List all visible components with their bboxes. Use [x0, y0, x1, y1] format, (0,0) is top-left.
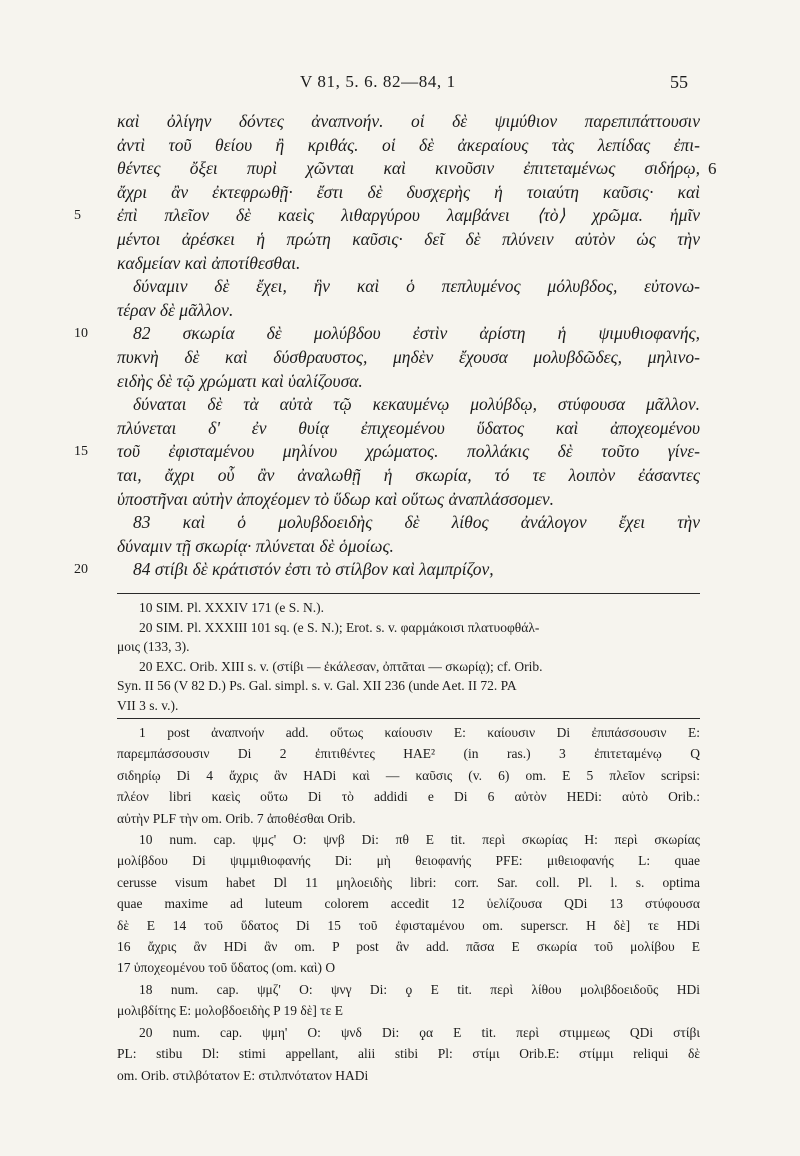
text-line-content: 83 καὶ ὁ μολυβδοειδὴς δὲ λίθος ἀνάλογον ἔχει τὴν — [133, 512, 700, 533]
text-line-content: ἀντὶ τοῦ θείου ἢ κριθάς. οἱ δὲ ἀκεραίους τὰς λεπίδας ἐπι- — [117, 134, 700, 155]
divider-rule — [117, 593, 700, 594]
apparatus-line: μολιβδίτης E: μολοβδοειδὴς P 19 δὲ] τε E — [117, 1003, 344, 1019]
testimonia-line: 20 EXC. Orib. XIII s. v. (στίβι — ἐκάλεσαν, ὀπτᾶται — σκωρίᾳ); cf. Orib. — [139, 658, 543, 674]
text-line-content: ειδὴς δὲ τῷ χρώματι καὶ ὑαλίζουσα. — [117, 370, 363, 391]
apparatus-line: σιδηρίῳ Di 4 ἄχρις ἂν HADi καὶ — καῦσις (v. 6) om. E 5 πλεῖον scripsi: — [117, 767, 700, 783]
text-line-content: 84 στίβι δὲ κράτιστόν ἐστι τὸ στίλβον καὶ λαμπρίζον, — [133, 559, 494, 580]
text-line — [0, 440, 800, 464]
text-line-content: δύναται δὲ τὰ αὐτὰ τῷ κεκαυμένῳ μολύβδῳ, στύφουσα μᾶλλον. — [133, 394, 700, 415]
text-line — [0, 393, 800, 417]
text-line — [0, 417, 800, 441]
text-line-content: θέντες ὄξει πυρὶ χῶνται καὶ κινοῦσιν ἐπιτεταμένως σιδήρῳ, — [117, 158, 700, 179]
text-line — [0, 535, 800, 559]
apparatus-line: 18 num. cap. ψμζ' O: ψνγ Di: ϙ E tit. περὶ λίθου μολιβδοειδοῦς HDi — [139, 981, 700, 997]
text-line-content: καδμείαν καὶ ἀποτίθεσθαι. — [117, 252, 301, 273]
page-header — [0, 68, 800, 98]
text-line — [0, 346, 800, 370]
running-head: V 81, 5. 6. 82—84, 1 — [300, 72, 456, 91]
text-line-content: πλύνεται δ' ἐν θυίᾳ ἐπιχεομένου ὕδατος καὶ ἀποχεομένου — [117, 417, 700, 438]
apparatus-line: 16 ἄχρις ἂν HDi ἂν om. P post ἂν add. πᾶσα E σκωρία τοῦ μολίβου E — [117, 939, 700, 955]
text-line — [0, 464, 800, 488]
text-line — [0, 157, 800, 181]
divider-rule — [117, 718, 700, 719]
apparatus-line: παρεμπάσσουσιν Di 2 ἐπιτιθέντες HAE² (in ras.) 3 ἐπιτεταμένῳ Q — [117, 746, 700, 762]
text-line — [0, 322, 800, 346]
text-line-content: τοῦ ἐφισταμένου μηλίνου χρώματος. πολλάκις δὲ τοῦτο γίνε- — [117, 441, 700, 462]
text-line — [0, 252, 800, 276]
text-line-content: ται, ἄχρι οὗ ἂν ἀναλωθῇ ἡ σκωρία, τό τε λοιπὸν ἐάσαντες — [117, 464, 700, 485]
text-line — [0, 134, 800, 158]
text-line-content: πυκνὴ δὲ καὶ δύσθραυστος, μηδὲν ἔχουσα μολυβδῶδες, μηλινο- — [117, 346, 700, 367]
apparatus-line: 17 ὑποχεομένου τοῦ ὕδατος (om. καὶ) O — [117, 960, 336, 976]
text-line — [0, 558, 800, 582]
text-line-content: δύναμιν τῇ σκωρίᾳ· πλύνεται δὲ ὁμοίως. — [117, 535, 394, 556]
text-line-content: μέντοι ἀρέσκει ἡ πρώτη καῦσις· δεῖ δὲ πλύνειν αὐτὸν ὡς τὴν — [117, 228, 700, 249]
text-line-content: ἐπὶ πλεῖον δὲ καεὶς λιθαργύρου λαμβάνει ⟨τὸ⟩ χρῶμα. ἡμῖν — [117, 205, 700, 226]
apparatus-line: αὐτὴν PLF τὴν om. Orib. 7 ἀποθέσθαι Orib. — [117, 810, 356, 826]
text-line-content: 82 σκωρία δὲ μολύβδου ἐστὶν ἀρίστη ἡ ψιμυθιοφανής, — [133, 323, 700, 344]
text-line — [0, 370, 800, 394]
testimonia-apparatus — [117, 598, 700, 715]
text-line — [0, 511, 800, 535]
apparatus-line: δὲ E 14 τοῦ ὕδατος Di 15 τοῦ ἐφισταμένου om. superscr. H δὲ] τε HDi — [117, 917, 700, 933]
text-line — [0, 181, 800, 205]
text-line-content: καὶ ὀλίγην δόντες ἀναπνοήν. οἱ δὲ ψιμύθιον παρεπιπάττουσιν — [117, 111, 700, 131]
text-line — [0, 228, 800, 252]
apparatus-line: cerusse visum habet Dl 11 μηλοειδὴς libri: corr. Sar. coll. Pl. l. s. optima — [117, 874, 700, 890]
apparatus-line: πλέον libri καεὶς οὕτω Di τὸ addidi e Di 6 αὐτὸν HEDi: αὐτὸ Orib.: — [117, 789, 700, 805]
apparatus-line: 1 post ἀναπνοήν add. οὕτως καίουσιν E: καίουσιν Di ἐπιπάσσουσιν E: — [139, 725, 700, 740]
line-number: 10 — [74, 326, 88, 342]
critical-apparatus — [117, 722, 700, 1086]
line-number: 20 — [74, 562, 88, 578]
apparatus-line: om. Orib. στιλβότατον E: στιλπνότατον HADi — [117, 1067, 369, 1083]
text-line — [0, 204, 800, 228]
margin-section-number: 6 — [708, 159, 717, 179]
apparatus-line: 20 num. cap. ψμη' O: ψνδ Di: ϙα E tit. περὶ στιμμεως QDi στίβι — [139, 1024, 700, 1040]
apparatus-line: PL: stibu Dl: stimi appellant, alii stibi Pl: στίμι Orib.E: στίμμι reliqui δὲ — [117, 1046, 700, 1062]
main-text — [0, 110, 800, 582]
text-line — [0, 275, 800, 299]
testimonia-line: Syn. II 56 (V 82 D.) Ps. Gal. simpl. s. v. Gal. XII 236 (unde Aet. II 72. PA — [117, 678, 517, 693]
text-line-content: ὑποστῆναι αὐτὴν ἀποχέομεν τὸ ὕδωρ καὶ οὕτως ἀναπλάσσομεν. — [117, 488, 555, 509]
text-line — [0, 110, 800, 134]
apparatus-line: quae maxime ad luteum colorem accedit 12 ὑελίζουσα QDi 13 στύφουσα — [117, 896, 700, 912]
line-number: 15 — [74, 444, 88, 460]
text-line — [0, 488, 800, 512]
apparatus-line: 10 num. cap. ψμϛ' O: ψνβ Di: πθ E tit. περὶ σκωρίας H: περὶ σκωρίας — [139, 832, 700, 848]
testimonia-line: VII 3 s. v.). — [117, 697, 179, 713]
line-number: 5 — [74, 208, 81, 224]
apparatus-line: μολίβδου Di ψιμμιθιοφανής Di: μὴ θειοφανής PFE: μιθειοφανής L: quae — [117, 853, 700, 869]
text-line-content: ἄχρι ἂν ἐκτεφρωθῇ· ἔστι δὲ δυσχερὴς ἡ τοιαύτη καῦσις· καὶ — [117, 181, 700, 202]
text-line-content: δύναμιν δὲ ἔχει, ἣν καὶ ὁ πεπλυμένος μόλυβδος, εὐτονω- — [133, 276, 700, 297]
testimonia-line: 20 SIM. Pl. XXXIII 101 sq. (e S. N.); Erot. s. v. φαρμάκοισι πλατυοφθάλ- — [139, 619, 540, 635]
testimonia-line: 10 SIM. Pl. XXXIV 171 (e S. N.). — [139, 600, 325, 615]
page-number: 55 — [670, 72, 688, 92]
testimonia-line: μοις (133, 3). — [117, 639, 190, 654]
text-line-content: τέραν δὲ μᾶλλον. — [117, 299, 234, 320]
text-line — [0, 299, 800, 323]
